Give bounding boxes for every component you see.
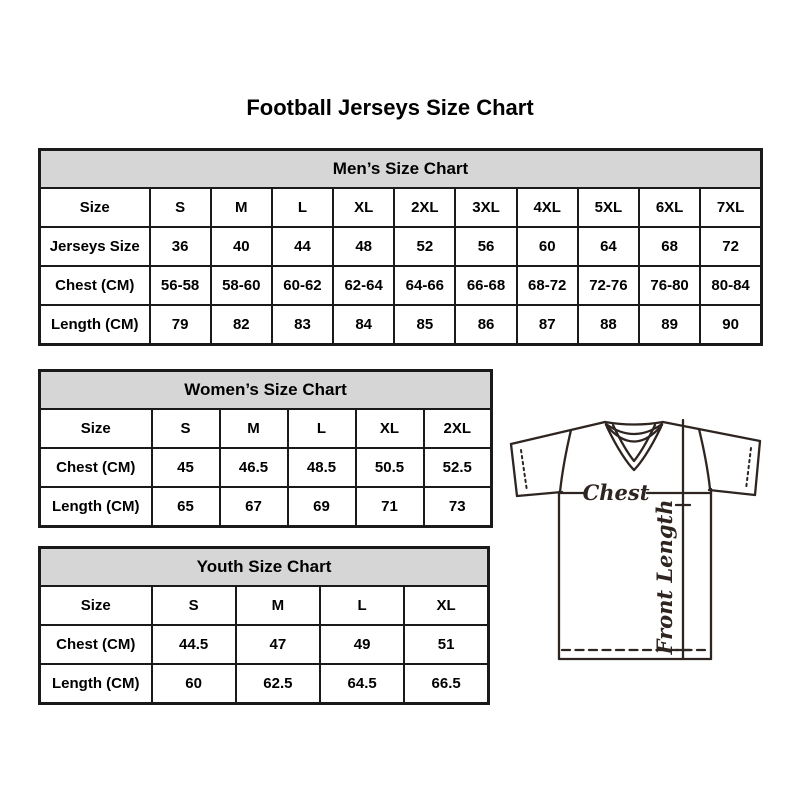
jersey-right-shoulder <box>663 422 760 441</box>
value-cell: 87 <box>517 305 578 345</box>
youth-table-title: Youth Size Chart <box>40 548 489 587</box>
value-cell: 62.5 <box>236 664 320 704</box>
value-cell: L <box>288 409 356 448</box>
value-cell: 73 <box>424 487 492 527</box>
value-cell: 44.5 <box>152 625 236 664</box>
jersey-left-sleeve <box>511 430 571 496</box>
row-label-cell: Length (CM) <box>40 305 150 345</box>
value-cell: M <box>236 586 320 625</box>
value-cell: 66-68 <box>455 266 516 305</box>
value-cell: 90 <box>700 305 761 345</box>
value-cell: 76-80 <box>639 266 700 305</box>
value-cell: 85 <box>394 305 455 345</box>
row-label-cell: Size <box>40 188 150 227</box>
value-cell: 2XL <box>394 188 455 227</box>
value-cell: 60 <box>517 227 578 266</box>
value-cell: 7XL <box>700 188 761 227</box>
value-cell: 83 <box>272 305 333 345</box>
row-label-cell: Chest (CM) <box>40 266 150 305</box>
vneck-collar <box>605 422 663 470</box>
value-cell: 68 <box>639 227 700 266</box>
value-cell: 68-72 <box>517 266 578 305</box>
row-label-cell: Chest (CM) <box>40 625 152 664</box>
value-cell: 82 <box>211 305 272 345</box>
value-cell: 36 <box>150 227 211 266</box>
table-row <box>40 227 762 266</box>
table-row <box>40 409 492 448</box>
value-cell: 6XL <box>639 188 700 227</box>
chest-label: Chest <box>582 480 650 505</box>
value-cell: 60 <box>152 664 236 704</box>
value-cell: 64.5 <box>320 664 404 704</box>
row-label-cell: Length (CM) <box>40 487 152 527</box>
value-cell: 84 <box>333 305 394 345</box>
value-cell: 2XL <box>424 409 492 448</box>
table-row <box>40 487 492 527</box>
youth-size-table <box>38 546 490 705</box>
value-cell: 49 <box>320 625 404 664</box>
value-cell: L <box>272 188 333 227</box>
value-cell: 62-64 <box>333 266 394 305</box>
value-cell: 72 <box>700 227 761 266</box>
table-row <box>40 305 762 345</box>
value-cell: 46.5 <box>220 448 288 487</box>
value-cell: XL <box>356 409 424 448</box>
value-cell: XL <box>404 586 488 625</box>
value-cell: 48 <box>333 227 394 266</box>
row-label-cell: Size <box>40 586 152 625</box>
value-cell: 51 <box>404 625 488 664</box>
value-cell: XL <box>333 188 394 227</box>
value-cell: 66.5 <box>404 664 488 704</box>
value-cell: 40 <box>211 227 272 266</box>
value-cell: 44 <box>272 227 333 266</box>
jersey-body <box>559 489 711 659</box>
row-label-cell: Size <box>40 409 152 448</box>
table-row <box>40 625 489 664</box>
jersey-left-shoulder <box>511 422 605 444</box>
mens-size-table <box>38 148 763 346</box>
value-cell: 80-84 <box>700 266 761 305</box>
value-cell: 48.5 <box>288 448 356 487</box>
table-row <box>40 448 492 487</box>
value-cell: 79 <box>150 305 211 345</box>
value-cell: 3XL <box>455 188 516 227</box>
value-cell: 89 <box>639 305 700 345</box>
womens-size-table <box>38 369 493 528</box>
value-cell: S <box>152 409 220 448</box>
value-cell: 5XL <box>578 188 639 227</box>
table-row <box>40 586 489 625</box>
row-label-cell: Length (CM) <box>40 664 152 704</box>
value-cell: 72-76 <box>578 266 639 305</box>
value-cell: 88 <box>578 305 639 345</box>
value-cell: 67 <box>220 487 288 527</box>
value-cell: 4XL <box>517 188 578 227</box>
value-cell: 71 <box>356 487 424 527</box>
row-label-cell: Jerseys Size <box>40 227 150 266</box>
table-row <box>40 664 489 704</box>
value-cell: 65 <box>152 487 220 527</box>
page-title: Football Jerseys Size Chart <box>246 95 534 120</box>
value-cell: 56-58 <box>150 266 211 305</box>
value-cell: M <box>220 409 288 448</box>
front-length-label: Front Length <box>652 499 677 655</box>
table-row <box>40 266 762 305</box>
row-label-cell: Chest (CM) <box>40 448 152 487</box>
value-cell: 64-66 <box>394 266 455 305</box>
value-cell: 64 <box>578 227 639 266</box>
value-cell: 47 <box>236 625 320 664</box>
value-cell: S <box>150 188 211 227</box>
value-cell: 52 <box>394 227 455 266</box>
front-length-measure-line <box>676 420 690 659</box>
womens-table-title: Women’s Size Chart <box>40 371 492 410</box>
value-cell: L <box>320 586 404 625</box>
table-row <box>40 188 762 227</box>
value-cell: 86 <box>455 305 516 345</box>
value-cell: 58-60 <box>211 266 272 305</box>
value-cell: M <box>211 188 272 227</box>
value-cell: 50.5 <box>356 448 424 487</box>
value-cell: 60-62 <box>272 266 333 305</box>
value-cell: 52.5 <box>424 448 492 487</box>
jersey-measurement-diagram <box>506 412 766 664</box>
value-cell: 69 <box>288 487 356 527</box>
mens-table-title: Men’s Size Chart <box>40 150 762 189</box>
value-cell: 56 <box>455 227 516 266</box>
value-cell: 45 <box>152 448 220 487</box>
value-cell: S <box>152 586 236 625</box>
